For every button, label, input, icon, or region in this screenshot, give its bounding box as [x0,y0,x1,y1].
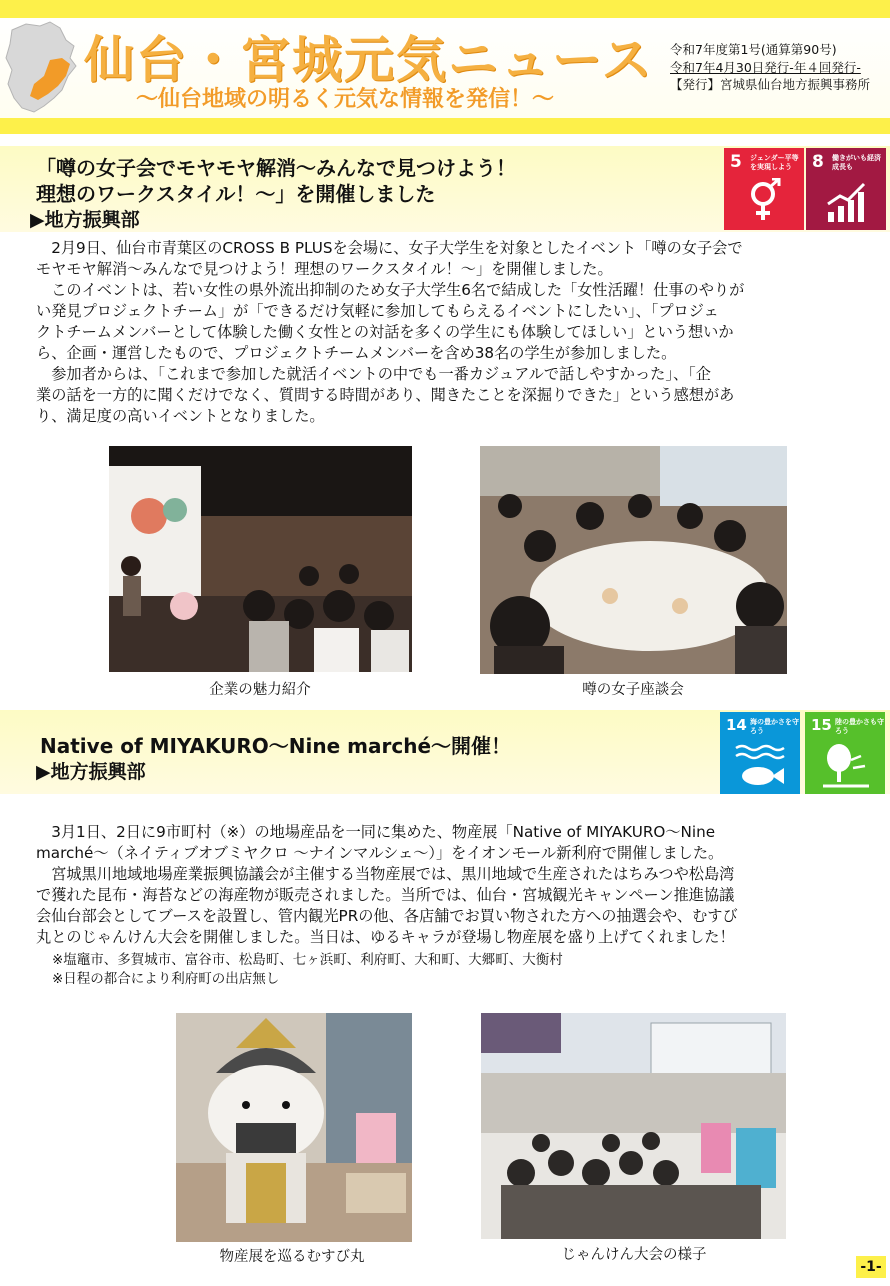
section1-paragraph: モヤモヤ解消〜みんなで見つけよう！理想のワークスタイル！〜」を開催しました。 [36,260,613,278]
sdg-14-number: 14 [726,716,747,734]
section2-paragraph: 3月1日、2日に9市町村（※）の地場産品を一同に集めた、物産展「Native of MIYAKURO〜Nine [51,823,716,841]
caption-company-presentation: 企業の魅力紹介 [209,682,311,698]
section2-paragraph: 丸とのじゃんけん大会を開催しました。当日は、ゆるキャラが登場し物産展を盛り上げてくれました！ [36,928,735,946]
miyagi-map-icon [4,20,82,116]
sdg-15-badge [805,712,885,794]
photo-roundtable [480,446,787,674]
sdg-5-label: ジェンダー平等を実現しよう [750,154,799,171]
caption-mascot: 物産展を巡るむすび丸 [219,1249,365,1265]
sdg-14-badge [720,712,800,794]
sdg-14-label: 海の豊かさを守ろう [750,718,799,735]
section1-paragraph: このイベントは、若い女性の県外流出抑制のため女子大学生6名で結成した「女性活躍！仕事のやりが [51,281,745,299]
section2-department: ▶地方振興部 [36,761,146,783]
section1-title-line2: 理想のワークスタイル！〜」を開催しました [36,182,436,206]
header-top-bar [0,0,890,18]
caption-roundtable: 噂の女子座談会 [582,682,684,698]
sdg-8-number: 8 [812,152,824,172]
header-bottom-bar [0,118,890,134]
section1-paragraph: り、満足度の高いイベントとなりました。 [36,407,325,425]
note-municipalities: ※塩竈市、多賀城市、富谷市、松島町、七ヶ浜町、利府町、大和町、大郷町、大衡村 [52,952,563,968]
section1-paragraph: 業の話を一方的に聞くだけでなく、質問する時間があり、聞きたことを深掘りできた」という感想があ [36,386,735,404]
section2-paragraph: marché〜（ネイティブオブミヤクロ 〜ナインマルシェ〜）」をイオンモール新利府で開催しました。 [36,844,724,862]
section1-paragraph: 参加者からは、「これまで参加した就活イベントの中でも一番カジュアルで話しやすかった」、「企 [51,365,711,383]
photo-mascot-musubimaru [176,1013,412,1242]
sdg-15-label: 陸の豊かさも守ろう [835,718,884,735]
section1-paragraph: 2月9日、仙台市青葉区のCROSS B PLUSを会場に、女子大学生を対象としたイベント「噂の女子会で [51,239,743,257]
caption-janken: じゃんけん大会の様子 [561,1247,707,1263]
section2-paragraph: で獲れた昆布・海苔などの海産物が販売されました。当所では、仙台・宮城観光キャンペーン推進協議 [36,886,735,904]
life-on-land-icon [821,740,871,790]
sdg-8-label: 働きがいも経済成長も [832,154,881,171]
sdg-5-number: 5 [730,152,742,172]
photo-janken-event [481,1013,786,1239]
sdg-15-number: 15 [811,716,832,734]
section1-department: ▶地方振興部 [30,209,140,231]
section2-paragraph: 会仙台部会としてブースを設置し、管内観光PRの他、各店舗でお買い物された方への抽選会や、むすび [36,907,738,925]
section2-title: Native of MIYAKURO〜Nine marché〜開催！ [40,734,512,758]
section1-paragraph: クトチームメンバーとして体験した働く女性との対話を多くの学生にも体験してほしい」という想いか [36,323,734,341]
section1-paragraph: い発見プロジェクトチーム」が「できるだけ気軽に参加してもらえるイベントにしたい」、「プロジェ [36,302,719,320]
section2-body [36,822,854,948]
newsletter-subtitle: 〜仙台地域の明るく元気な情報を発信！〜 [136,87,555,112]
issue-number: 令和7年度第1号(通算第90号) [670,42,837,57]
gender-equality-icon [748,178,782,224]
publisher: 【発行】宮城県仙台地方振興事務所 [670,77,871,92]
note-rifu: ※日程の都合により利府町の出店無し [52,971,280,987]
life-below-water-icon [734,742,788,790]
sdg-5-badge [724,148,804,230]
sdg-8-badge [806,148,886,230]
section1-paragraph: ら、企画・運営したもので、プロジェクトチームメンバーを含め38名の学生が参加しました。 [36,344,677,362]
economic-growth-icon [826,182,870,224]
issue-date: 令和7年4月30日発行-年４回発行- [670,60,861,75]
photo-company-presentation [109,446,412,672]
section2-paragraph: 宮城黒川地域地場産業振興協議会が主催する当物産展では、黒川地域で生産されたはちみつや松島湾 [51,865,735,883]
section1-title-line1: 「噂の女子会でモヤモヤ解消〜みんなで見つけよう！ [36,156,516,180]
section1-body [36,238,854,427]
page-number: -1- [856,1256,886,1278]
newsletter-title: 仙台・宮城元気ニュース [84,31,654,89]
